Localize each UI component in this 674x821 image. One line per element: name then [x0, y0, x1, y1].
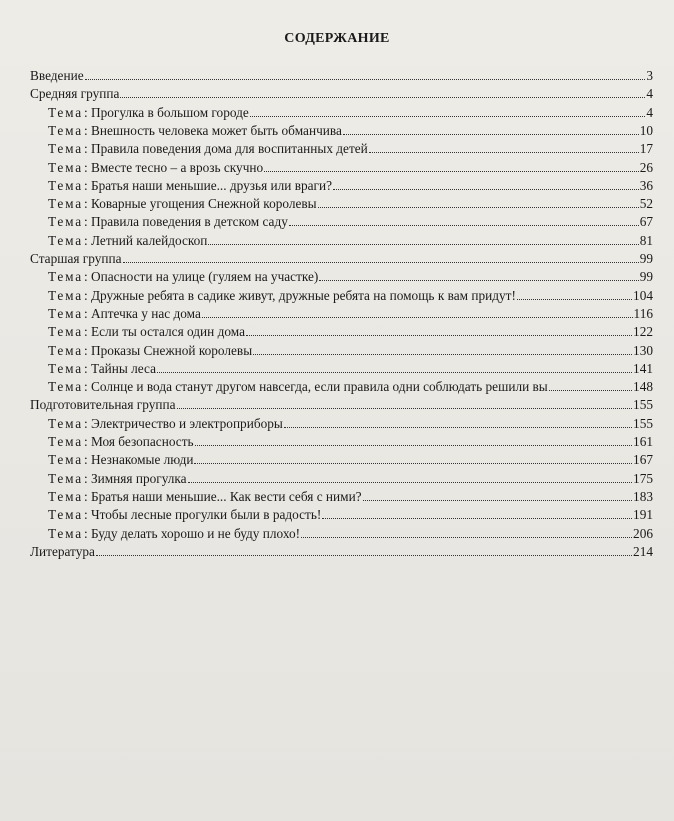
toc-entry-label — [48, 451, 193, 469]
theme-prefix: Тема — [48, 196, 83, 212]
dot-leader — [96, 554, 632, 556]
dot-leader — [319, 279, 638, 281]
theme-prefix: Тема — [48, 452, 83, 468]
toc-entry — [48, 177, 653, 195]
theme-colon: : — [83, 324, 91, 340]
theme-colon: : — [83, 159, 91, 175]
toc-entry-label — [30, 543, 95, 561]
dot-leader — [343, 133, 639, 135]
dot-leader — [195, 444, 632, 446]
page-number: 191 — [633, 507, 653, 523]
theme-colon: : — [83, 177, 91, 193]
dot-leader — [301, 536, 632, 538]
toc-entry-text: Подготовительная группа — [30, 397, 176, 413]
theme-prefix: Тема — [48, 360, 83, 376]
theme-prefix: Тема — [48, 141, 83, 157]
page-title: СОДЕРЖАНИЕ — [284, 31, 390, 46]
theme-colon: : — [83, 488, 91, 504]
dot-leader — [549, 389, 632, 391]
toc-entry-text: Электричество и электроприборы — [90, 415, 283, 431]
toc-entry-text: Тайны леса — [90, 360, 157, 376]
page-number: 99 — [639, 269, 653, 285]
theme-colon: : — [83, 269, 91, 285]
theme-colon: : — [83, 470, 91, 486]
toc-entry-text: Вместе тесно – а врозь скучно — [90, 159, 264, 175]
page-number: 99 — [639, 251, 653, 266]
theme-prefix: Тема — [48, 525, 83, 541]
toc-section — [30, 85, 653, 103]
toc-entry-label — [48, 195, 317, 213]
toc-entry — [48, 268, 653, 286]
toc-entry — [48, 360, 653, 378]
page-number: 214 — [633, 543, 653, 559]
page-number: 141 — [633, 360, 653, 376]
toc-entry-label — [48, 268, 318, 286]
toc-entry-label — [48, 360, 156, 378]
toc-entry — [48, 140, 653, 158]
toc-entry-text: Старшая группа — [30, 251, 122, 266]
dot-leader — [253, 353, 632, 355]
page-number: 155 — [633, 415, 653, 431]
toc-entry — [48, 122, 653, 140]
dot-leader — [363, 499, 632, 501]
theme-prefix: Тема — [48, 379, 83, 395]
toc-entry-text: Аптечка у нас дома — [90, 305, 201, 321]
theme-colon: : — [83, 196, 91, 212]
toc-section — [30, 67, 653, 85]
dot-leader — [318, 206, 639, 208]
page-number: 161 — [633, 434, 653, 449]
theme-colon: : — [83, 287, 91, 303]
toc-entry-label — [30, 67, 84, 85]
toc-entry-text: Буду делать хорошо и не буду плохо! — [90, 525, 301, 541]
theme-colon: : — [83, 232, 91, 248]
toc-entry-text: Зимняя прогулка — [90, 470, 187, 486]
toc-entry — [48, 159, 653, 177]
toc-section — [30, 543, 653, 561]
toc-entry — [48, 305, 653, 323]
theme-prefix: Тема — [48, 214, 83, 230]
toc-entry — [48, 232, 653, 250]
theme-prefix: Тема — [48, 415, 83, 431]
dot-leader — [333, 188, 639, 190]
page-number: 122 — [633, 324, 653, 340]
toc-entry-label — [48, 122, 342, 140]
toc-entry-label — [48, 378, 548, 396]
dot-leader — [208, 243, 638, 245]
dot-leader — [194, 462, 632, 464]
page-number: 4 — [646, 104, 653, 120]
toc-entry-text: Проказы Снежной королевы — [90, 342, 253, 358]
dot-leader — [123, 261, 639, 263]
theme-colon: : — [83, 342, 91, 358]
theme-prefix: Тема — [48, 342, 83, 358]
theme-prefix: Тема — [48, 488, 83, 504]
toc-entry-label — [48, 159, 263, 177]
page-number: 183 — [633, 488, 653, 504]
toc-entry-text: Братья наши меньшие... друзья или враги? — [90, 177, 333, 193]
toc-entry-text: Моя безопасность — [90, 434, 194, 449]
toc-entry — [48, 323, 653, 341]
toc-entry-label — [48, 415, 283, 433]
toc-entry-label — [48, 506, 321, 524]
dot-leader — [517, 298, 632, 300]
page-number: 155 — [633, 397, 653, 413]
toc-entry-label — [48, 177, 332, 195]
toc-entry-text: Солнце и вода станут другом навсегда, если правила одни соблюдать решили вы — [90, 379, 548, 395]
toc-entry-label — [30, 85, 119, 103]
page-number: 36 — [639, 177, 653, 193]
toc-entry-text: Чтобы лесные прогулки были в радость! — [90, 507, 322, 523]
toc-entry — [48, 415, 653, 433]
dot-leader — [264, 170, 639, 172]
theme-colon: : — [83, 214, 91, 230]
page-number: 10 — [639, 122, 653, 138]
page-number: 3 — [646, 68, 653, 83]
toc-entry-text: Незнакомые люди — [90, 452, 194, 468]
toc-entry-label — [48, 213, 288, 231]
dot-leader — [188, 481, 632, 483]
theme-colon: : — [83, 104, 91, 120]
dot-leader — [284, 426, 632, 428]
page-number: 167 — [633, 452, 653, 468]
dot-leader — [322, 517, 632, 519]
toc-entry-text: Правила поведения в детском саду — [90, 214, 288, 230]
toc-entry-text: Внешность человека может быть обманчива — [90, 122, 342, 138]
toc-entry — [48, 433, 653, 451]
dot-leader — [202, 316, 633, 318]
dot-leader — [157, 371, 632, 373]
toc-entry — [48, 470, 653, 488]
toc-entry — [48, 525, 653, 543]
toc-entry-text: Летний калейдоскоп — [90, 232, 208, 248]
toc-entry-text: Правила поведения дома для воспитанных детей — [90, 141, 368, 157]
theme-prefix: Тема — [48, 470, 83, 486]
theme-prefix: Тема — [48, 177, 83, 193]
theme-colon: : — [83, 452, 91, 468]
theme-colon: : — [83, 507, 91, 523]
toc-entry-text: Если ты остался один дома — [90, 324, 245, 340]
theme-prefix: Тема — [48, 305, 83, 321]
page-number: 206 — [633, 525, 653, 541]
toc-entry-label — [30, 250, 122, 268]
page-number: 148 — [633, 379, 653, 395]
toc-entry — [48, 104, 653, 122]
toc-entry-label — [48, 470, 187, 488]
toc-entry-text: Коварные угощения Снежной королевы — [90, 196, 317, 212]
toc-entry — [48, 342, 653, 360]
toc-entry-text: Дружные ребята в садике живут, дружные ребята на помощь к вам придут! — [90, 287, 516, 303]
toc-entry-text: Прогулка в большом городе — [90, 104, 249, 120]
toc-entry — [48, 213, 653, 231]
toc-entry — [48, 287, 653, 305]
toc-entry-text: Опасности на улице (гуляем на участке) — [90, 269, 319, 285]
toc-entry-label — [48, 140, 368, 158]
theme-prefix: Тема — [48, 104, 83, 120]
toc-entry-label — [48, 287, 516, 305]
toc-entry — [48, 488, 653, 506]
toc-entry-text: Средняя группа — [30, 86, 120, 102]
toc-entry-text: Братья наши меньшие... Как вести себя с ними? — [90, 488, 362, 504]
toc-entry-label — [48, 323, 245, 341]
toc-entry-text: Литература — [30, 543, 95, 559]
theme-prefix: Тема — [48, 159, 83, 175]
toc-entry-text: Введение — [30, 68, 84, 83]
page-number: 104 — [633, 287, 653, 303]
dot-leader — [369, 151, 639, 153]
theme-prefix: Тема — [48, 324, 83, 340]
toc-entry-label — [48, 305, 201, 323]
theme-colon: : — [83, 360, 91, 376]
dot-leader — [289, 224, 639, 226]
dot-leader — [246, 334, 632, 336]
theme-colon: : — [83, 525, 91, 541]
theme-colon: : — [83, 415, 91, 431]
theme-colon: : — [83, 305, 91, 321]
dot-leader — [120, 96, 645, 98]
page-number: 4 — [646, 86, 653, 102]
theme-prefix: Тема — [48, 122, 83, 138]
theme-prefix: Тема — [48, 232, 83, 248]
toc-section — [30, 396, 653, 414]
theme-colon: : — [83, 434, 91, 449]
theme-prefix: Тема — [48, 269, 83, 285]
page-number: 81 — [639, 232, 653, 248]
page-number: 67 — [639, 214, 653, 230]
theme-colon: : — [83, 141, 91, 157]
toc-entry — [48, 378, 653, 396]
dot-leader — [177, 407, 633, 409]
toc-entry-label — [48, 104, 249, 122]
toc-entry-label — [48, 525, 300, 543]
dot-leader — [85, 78, 646, 80]
toc-entry — [48, 451, 653, 469]
theme-prefix: Тема — [48, 434, 83, 449]
page-number: 17 — [639, 141, 653, 157]
toc-entry-label — [48, 433, 194, 451]
theme-prefix: Тема — [48, 507, 83, 523]
theme-colon: : — [83, 122, 91, 138]
toc-entry-label — [30, 396, 176, 414]
theme-prefix: Тема — [48, 287, 83, 303]
page-number: 52 — [639, 196, 653, 212]
toc-entry-label — [48, 232, 207, 250]
page-number: 175 — [633, 470, 653, 486]
page-number: 130 — [633, 342, 653, 358]
toc-entry — [48, 195, 653, 213]
dot-leader — [250, 115, 646, 117]
page-number: 26 — [639, 159, 653, 175]
page-number: 116 — [633, 305, 653, 321]
toc-entry-label — [48, 488, 362, 506]
theme-colon: : — [83, 379, 91, 395]
toc-section — [30, 250, 653, 268]
toc-entry-label — [48, 342, 252, 360]
toc-entry — [48, 506, 653, 524]
